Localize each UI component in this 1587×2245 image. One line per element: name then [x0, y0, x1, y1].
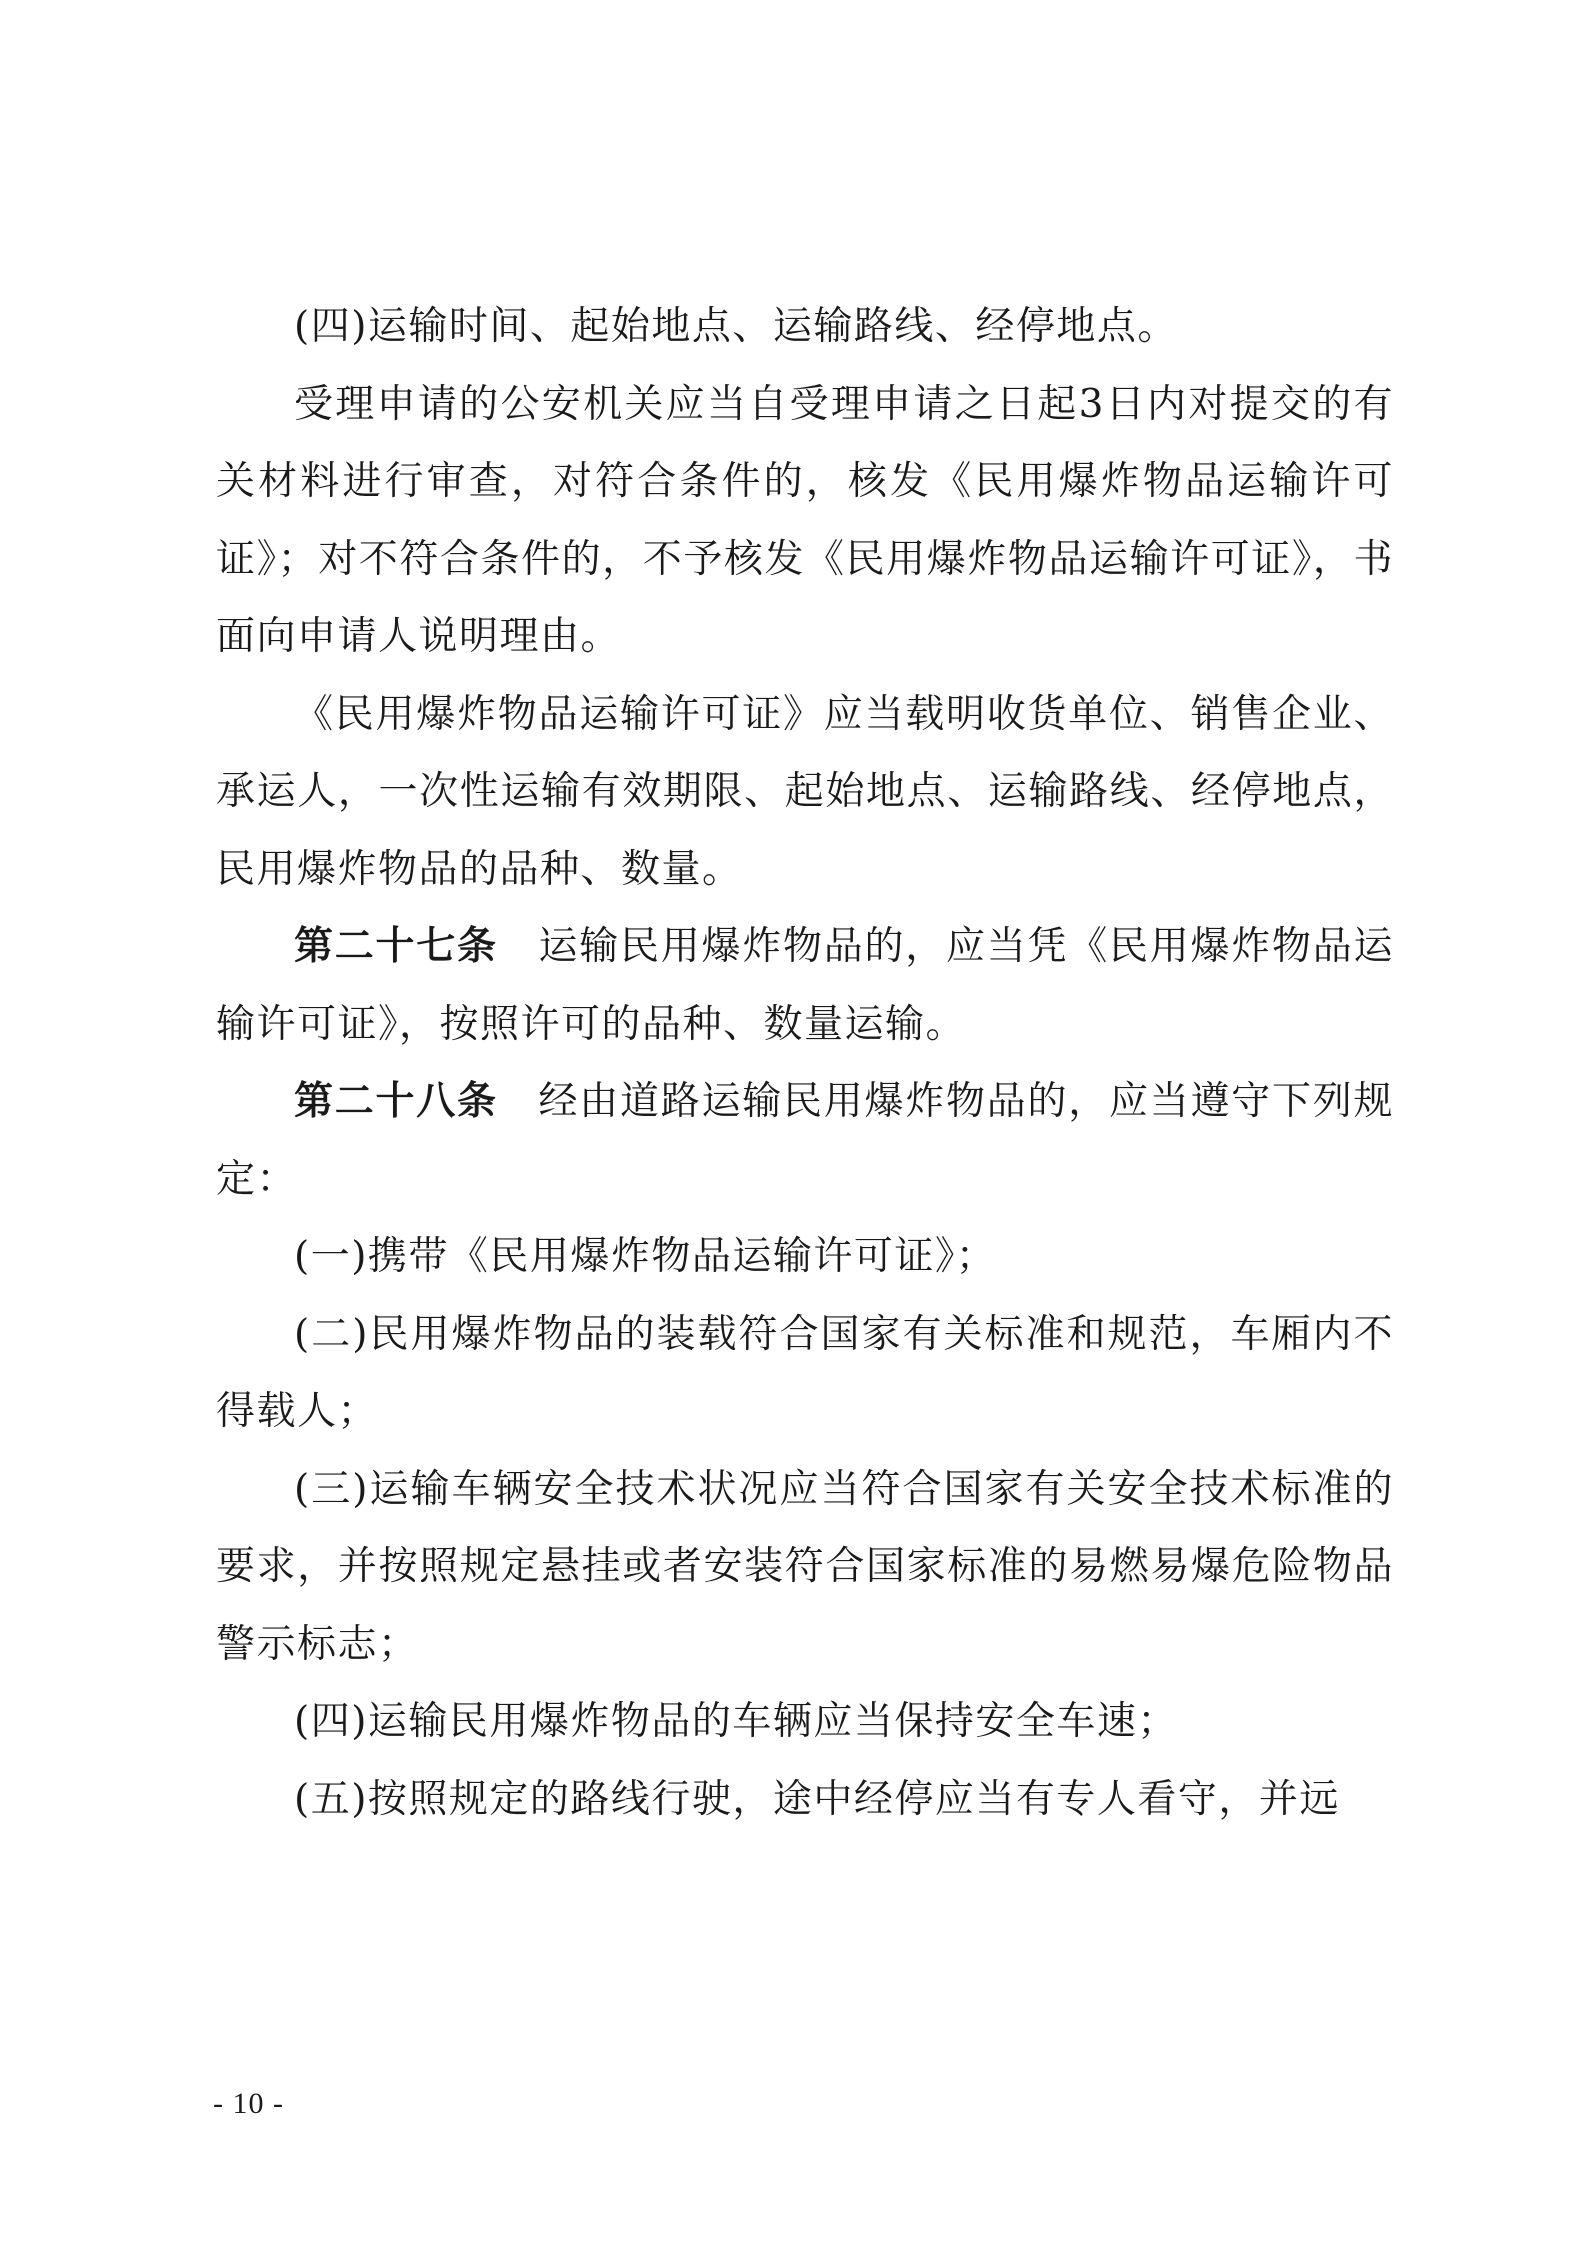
- list-item-5: [216, 1761, 1394, 1839]
- list-item-3: [216, 1451, 1394, 1684]
- article-27: [216, 908, 1394, 1063]
- paragraph-permit-contents: [216, 676, 1394, 909]
- list-item-text: (一)携带《民用爆炸物品运输许可证》；: [294, 1234, 997, 1279]
- paragraph-text: 《民用爆炸物品运输许可证》应当载明收货单位、销售企业、承运人，一次性运输有效期限、起始地点、运输路线、经停地点，民用爆炸物品的品种、数量。: [216, 691, 1394, 892]
- paragraph-text: (四)运输时间、起始地点、运输路线、经停地点。: [294, 304, 1178, 349]
- list-item-text: (五)按照规定的路线行驶，途中经停应当有专人看守，并远: [294, 1776, 1340, 1822]
- list-item-text: (三)运输车辆安全技术状况应当符合国家有关安全技术标准的要求，并按照规定悬挂或者安装符合国家标准的易燃易爆危险物品警示标志；: [216, 1466, 1394, 1667]
- article-text: 运输民用爆炸物品的，应当凭《民用爆炸物品运输许可证》，按照许可的品种、数量运输。: [216, 924, 1394, 1047]
- article-28: [216, 1063, 1394, 1218]
- paragraph-transport-item-4: [216, 288, 1394, 366]
- document-body: [216, 288, 1394, 1838]
- article-text: 经由道路运输民用爆炸物品的，应当遵守下列规定：: [216, 1079, 1394, 1202]
- paragraph-review-application: [216, 366, 1394, 676]
- list-item-text: (四)运输民用爆炸物品的车辆应当保持安全车速；: [294, 1699, 1178, 1744]
- list-item-2: [216, 1296, 1394, 1451]
- list-item-4: [216, 1683, 1394, 1761]
- article-heading: 第二十八条: [294, 1079, 498, 1124]
- list-item-text: (二)民用爆炸物品的装载符合国家有关标准和规范，车厢内不得载人；: [216, 1311, 1394, 1434]
- list-item-1: [216, 1218, 1394, 1296]
- paragraph-text: 受理申请的公安机关应当自受理申请之日起3日内对提交的有关材料进行审查，对符合条件的，核发《民用爆炸物品运输许可证》；对不符合条件的，不予核发《民用爆炸物品运输许可证》，书面向申请人说明理由。: [216, 381, 1394, 659]
- article-heading: 第二十七条: [294, 924, 498, 969]
- page-number: - 10 -: [213, 2087, 284, 2120]
